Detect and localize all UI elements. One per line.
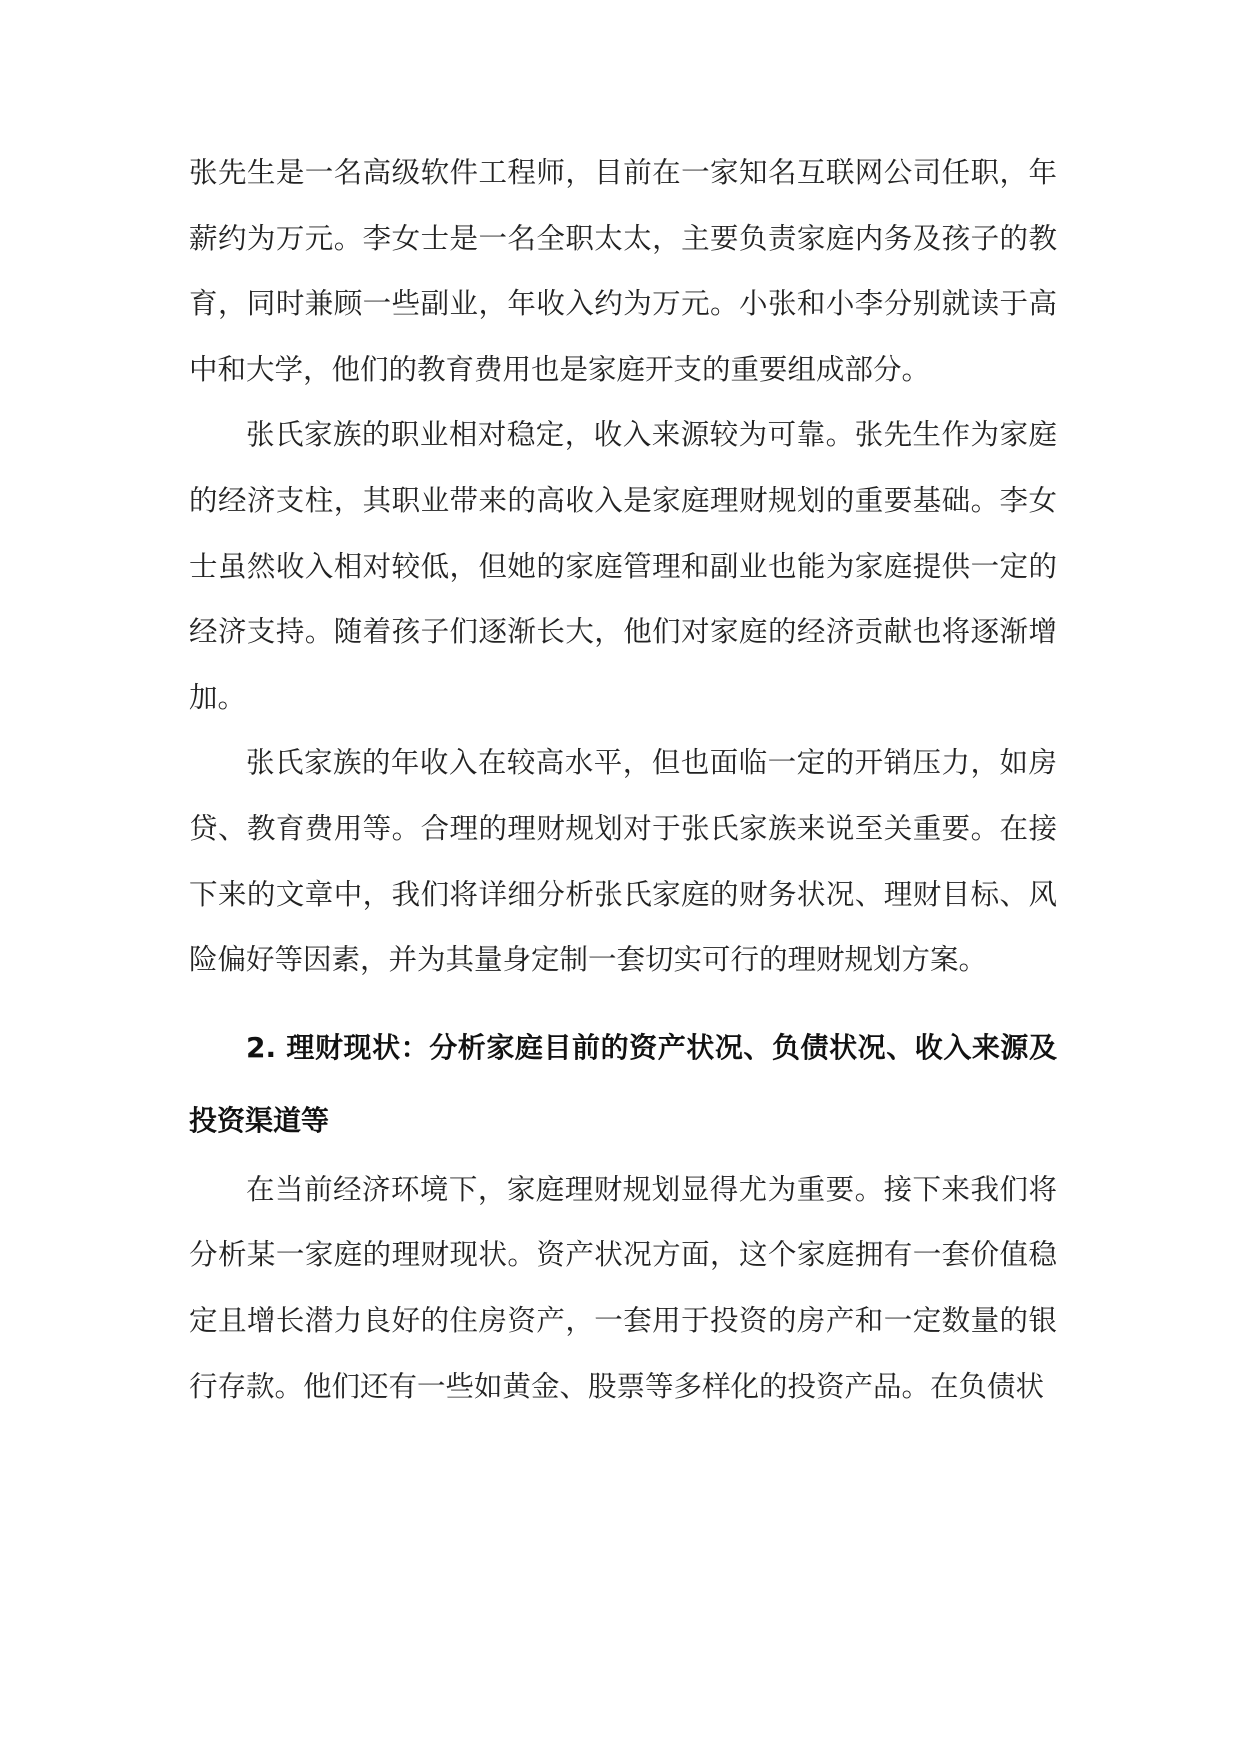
paragraph-financial-status: 在当前经济环境下，家庭理财规划显得尤为重要。接下来我们将分析某一家庭的理财现状。资产状况方面，这个家庭拥有一套价值稳定且增长潜力良好的住房资产，一套用于投资的房产和一定数量的银行存款。他们还有一些如黄金、股票等多样化的投资产品。在负债状 <box>189 1172 1057 1403</box>
paragraph-income-pressure: 张氏家族的年收入在较高水平，但也面临一定的开销压力，如房贷、教育费用等。合理的理财规划对于张氏家族来说至关重要。在接下来的文章中，我们将详细分析张氏家庭的财务状况、理财目标、风险偏好等因素，并为其量身定制一套切实可行的理财规划方案。 <box>189 746 1057 977</box>
paragraph-career-stability: 张氏家族的职业相对稳定，收入来源较为可靠。张先生作为家庭的经济支柱，其职业带来的高收入是家庭理财规划的重要基础。李女士虽然收入相对较低，但她的家庭管理和副业也能为家庭提供一定的经济支持。随着孩子们逐渐长大，他们对家庭的经济贡献也将逐渐增加。 <box>189 418 1057 714</box>
paragraph-family-members: 张先生是一名高级软件工程师，目前在一家知名互联网公司任职，年薪约为万元。李女士是一名全职太太，主要负责家庭内务及孩子的教育，同时兼顾一些副业，年收入约为万元。小张和小李分别就读于高中和大学，他们的教育费用也是家庭开支的重要组成部分。 <box>189 156 1057 386</box>
document-body <box>189 140 1057 1419</box>
section-heading: 2. 理财现状：分析家庭目前的资产状况、负债状况、收入来源及投资渠道等 <box>189 1030 1057 1137</box>
